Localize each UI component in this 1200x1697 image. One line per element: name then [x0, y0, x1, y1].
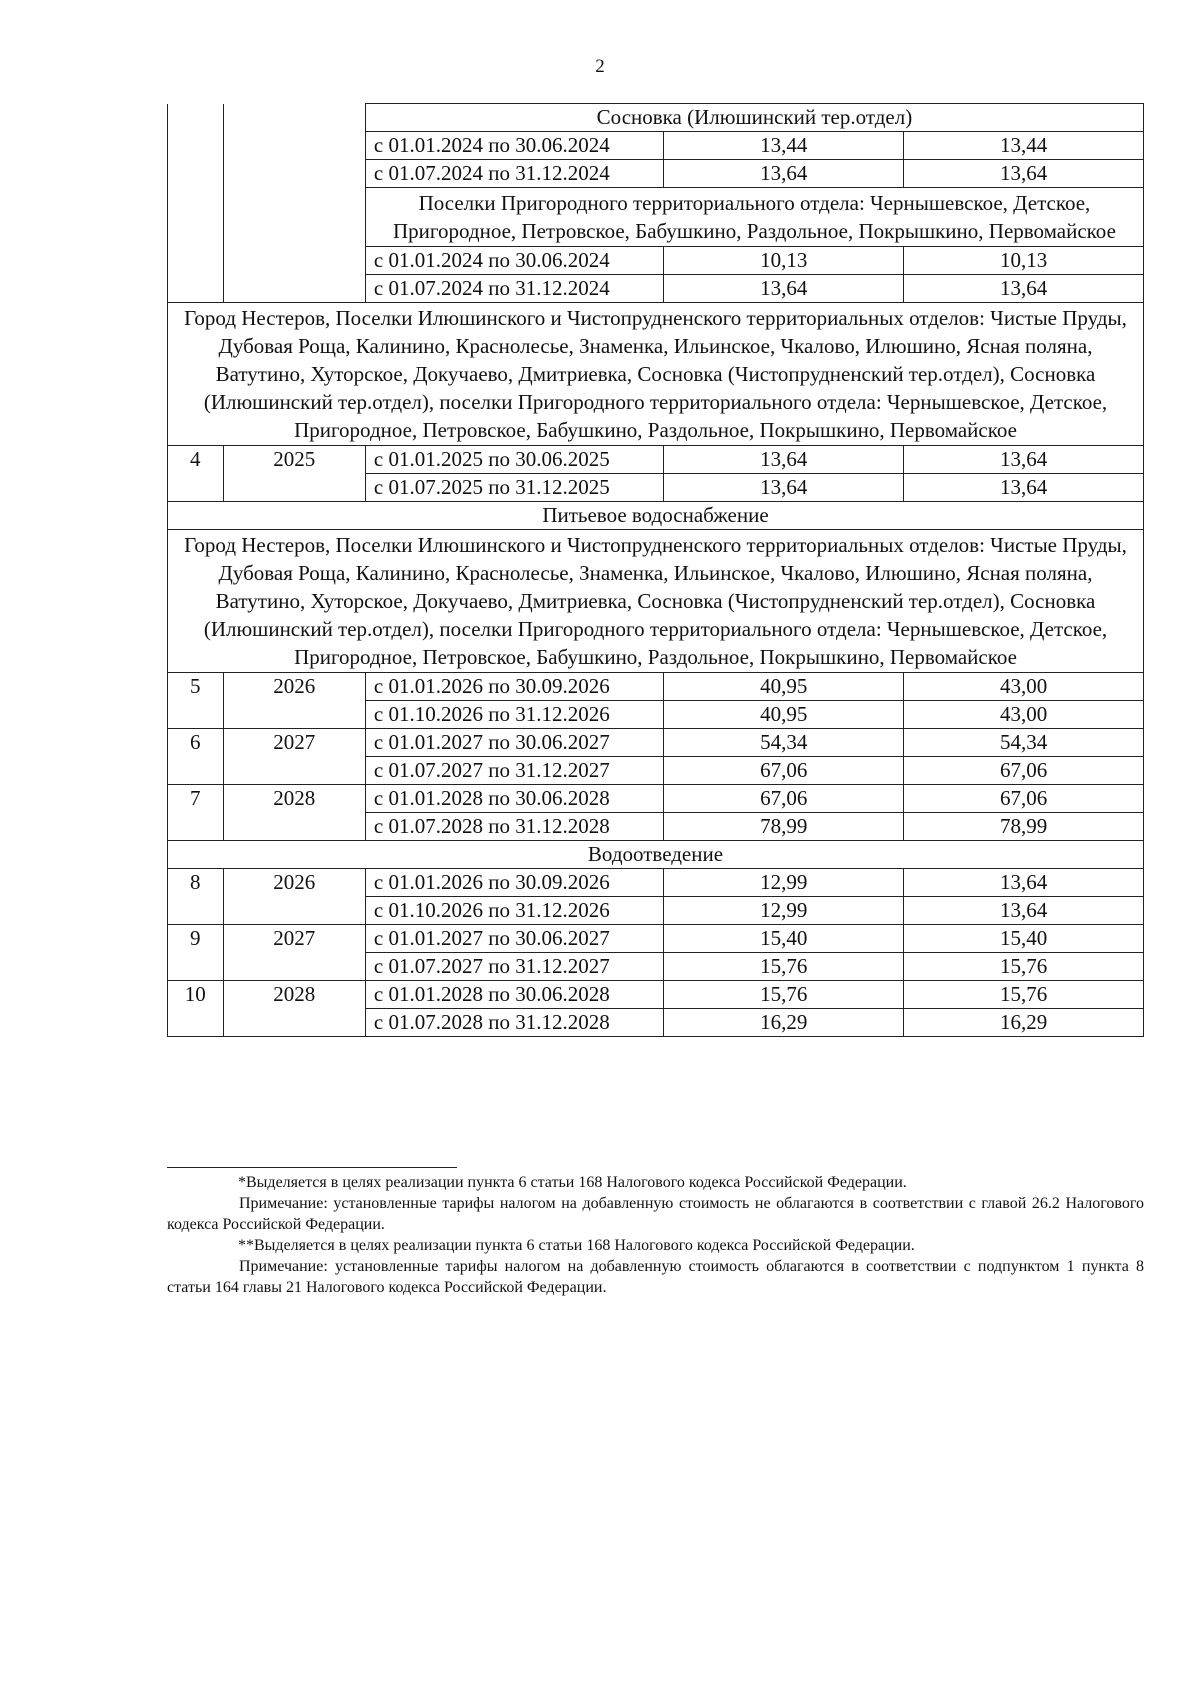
period-cell: с 01.01.2028 по 30.06.2028	[365, 785, 663, 813]
period-cell: с 01.07.2027 по 31.12.2027	[365, 757, 663, 785]
period-cell: с 01.01.2024 по 30.06.2024	[365, 247, 663, 275]
value-cell: 43,00	[904, 673, 1144, 701]
settlements-heading: Город Нестеров, Поселки Илюшинского и Чистопрудненского территориальных отделов: Чистые Пруды, Дубовая Роща, Калинино, Краснолесье, Знаменка, Ильинское, Чкалово, Илюшино, Ясная поляна, Ватутино, Хуторское, Докучаево, Дмитриевка, Сосновка (Чистопрудненский тер.отдел), Сосновка (Илюшинский тер.отдел), поселки Пригородного территориального отдела: Чернышевское, Детское, Пригородное, Петровское, Бабушкино, Раздольное, Покрышкино, Первомайское	[168, 530, 1144, 673]
footnote: **Выделяется в целях реализации пункта 6 статьи 168 Налогового кодекса Российской Федерации.	[238, 1237, 915, 1254]
value-cell: 54,34	[904, 729, 1144, 757]
row-year: 2028	[223, 785, 365, 841]
value-cell: 13,64	[904, 897, 1144, 925]
value-cell: 40,95	[664, 673, 904, 701]
footnote-divider	[167, 1167, 457, 1168]
value-cell: 15,76	[904, 953, 1144, 981]
period-cell: с 01.10.2026 по 31.12.2026	[365, 701, 663, 729]
table-row	[168, 530, 1144, 673]
value-cell: 15,40	[664, 925, 904, 953]
period-cell: с 01.01.2027 по 30.06.2027	[365, 729, 663, 757]
value-cell: 10,13	[904, 247, 1144, 275]
row-year: 2027	[223, 729, 365, 785]
period-cell: с 01.01.2027 по 30.06.2027	[365, 925, 663, 953]
value-cell: 13,64	[904, 474, 1144, 502]
value-cell: 13,64	[664, 446, 904, 474]
settlements-heading: Город Нестеров, Поселки Илюшинского и Чистопрудненского территориальных отделов: Чистые Пруды, Дубовая Роща, Калинино, Краснолесье, Знаменка, Ильинское, Чкалово, Илюшино, Ясная поляна, Ватутино, Хуторское, Докучаево, Дмитриевка, Сосновка (Чистопрудненский тер.отдел), Сосновка (Илюшинский тер.отдел), поселки Пригородного территориального отдела: Чернышевское, Детское, Пригородное, Петровское, Бабушкино, Раздольное, Покрышкино, Первомайское	[168, 303, 1144, 446]
table-row	[168, 502, 1144, 530]
table-row	[168, 981, 1144, 1009]
footnote: Примечание: установленные тарифы налогом на добавленную стоимость не облагаются в соответствии с главой 26.2 Налогового кодекса Российской Федерации.	[167, 1195, 1144, 1233]
tariff-table	[167, 103, 1144, 1037]
period-cell: с 01.07.2028 по 31.12.2028	[365, 813, 663, 841]
row-year: 2028	[223, 981, 365, 1037]
value-cell: 10,13	[664, 247, 904, 275]
value-cell: 13,44	[664, 132, 904, 160]
value-cell: 43,00	[904, 701, 1144, 729]
period-cell: с 01.07.2024 по 31.12.2024	[365, 160, 663, 188]
value-cell: 13,64	[664, 474, 904, 502]
value-cell: 16,29	[664, 1009, 904, 1037]
value-cell: 67,06	[904, 785, 1144, 813]
footnote: *Выделяется в целях реализации пункта 6 статьи 168 Налогового кодекса Российской Федерации.	[238, 1174, 907, 1191]
sosnovka-heading: Сосновка (Илюшинский тер.отдел)	[365, 104, 1143, 132]
page-number: 2	[595, 56, 605, 77]
section-water-heading: Питьевое водоснабжение	[168, 502, 1144, 530]
value-cell: 16,29	[904, 1009, 1144, 1037]
number-cell-empty	[168, 104, 224, 303]
period-cell: с 01.01.2024 по 30.06.2024	[365, 132, 663, 160]
value-cell: 67,06	[904, 757, 1144, 785]
footnotes	[167, 1172, 1144, 1298]
period-cell: с 01.01.2025 по 30.06.2025	[365, 446, 663, 474]
table-row	[168, 729, 1144, 757]
row-year: 2025	[223, 446, 365, 502]
value-cell: 13,64	[904, 160, 1144, 188]
footnote: Примечание: установленные тарифы налогом на добавленную стоимость облагаются в соответствии с подпунктом 1 пункта 8 статьи 164 главы 21 Налогового кодекса Российской Федерации.	[167, 1258, 1144, 1296]
row-year: 2026	[223, 673, 365, 729]
table-row	[168, 446, 1144, 474]
value-cell: 67,06	[664, 757, 904, 785]
table-row	[168, 104, 1144, 132]
value-cell: 78,99	[664, 813, 904, 841]
table-row	[168, 869, 1144, 897]
period-cell: с 01.07.2028 по 31.12.2028	[365, 1009, 663, 1037]
row-number: 9	[168, 925, 224, 981]
value-cell: 15,76	[664, 953, 904, 981]
row-year: 2027	[223, 925, 365, 981]
value-cell: 15,76	[664, 981, 904, 1009]
value-cell: 13,64	[664, 160, 904, 188]
table-row	[168, 841, 1144, 869]
row-number: 5	[168, 673, 224, 729]
year-cell-empty	[223, 104, 365, 303]
period-cell: с 01.07.2025 по 31.12.2025	[365, 474, 663, 502]
row-number: 7	[168, 785, 224, 841]
row-number: 8	[168, 869, 224, 925]
row-number: 10	[168, 981, 224, 1037]
period-cell: с 01.07.2027 по 31.12.2027	[365, 953, 663, 981]
value-cell: 13,44	[904, 132, 1144, 160]
row-number: 4	[168, 446, 224, 502]
table-row	[168, 673, 1144, 701]
value-cell: 13,64	[664, 275, 904, 303]
table-row	[168, 303, 1144, 446]
period-cell: с 01.01.2026 по 30.09.2026	[365, 869, 663, 897]
table-row	[168, 785, 1144, 813]
period-cell: с 01.07.2024 по 31.12.2024	[365, 275, 663, 303]
value-cell: 67,06	[664, 785, 904, 813]
value-cell: 12,99	[664, 897, 904, 925]
value-cell: 13,64	[904, 869, 1144, 897]
row-year: 2026	[223, 869, 365, 925]
row-number: 6	[168, 729, 224, 785]
value-cell: 15,40	[904, 925, 1144, 953]
section-sewer-heading: Водоотведение	[168, 841, 1144, 869]
value-cell: 54,34	[664, 729, 904, 757]
value-cell: 78,99	[904, 813, 1144, 841]
period-cell: с 01.10.2026 по 31.12.2026	[365, 897, 663, 925]
period-cell: с 01.01.2026 по 30.09.2026	[365, 673, 663, 701]
value-cell: 15,76	[904, 981, 1144, 1009]
table-row	[168, 925, 1144, 953]
prigorod-heading: Поселки Пригородного территориального отдела: Чернышевское, Детское, Пригородное, Петровское, Бабушкино, Раздольное, Покрышкино, Первомайское	[365, 188, 1143, 247]
period-cell: с 01.01.2028 по 30.06.2028	[365, 981, 663, 1009]
value-cell: 13,64	[904, 275, 1144, 303]
value-cell: 40,95	[664, 701, 904, 729]
value-cell: 13,64	[904, 446, 1144, 474]
value-cell: 12,99	[664, 869, 904, 897]
